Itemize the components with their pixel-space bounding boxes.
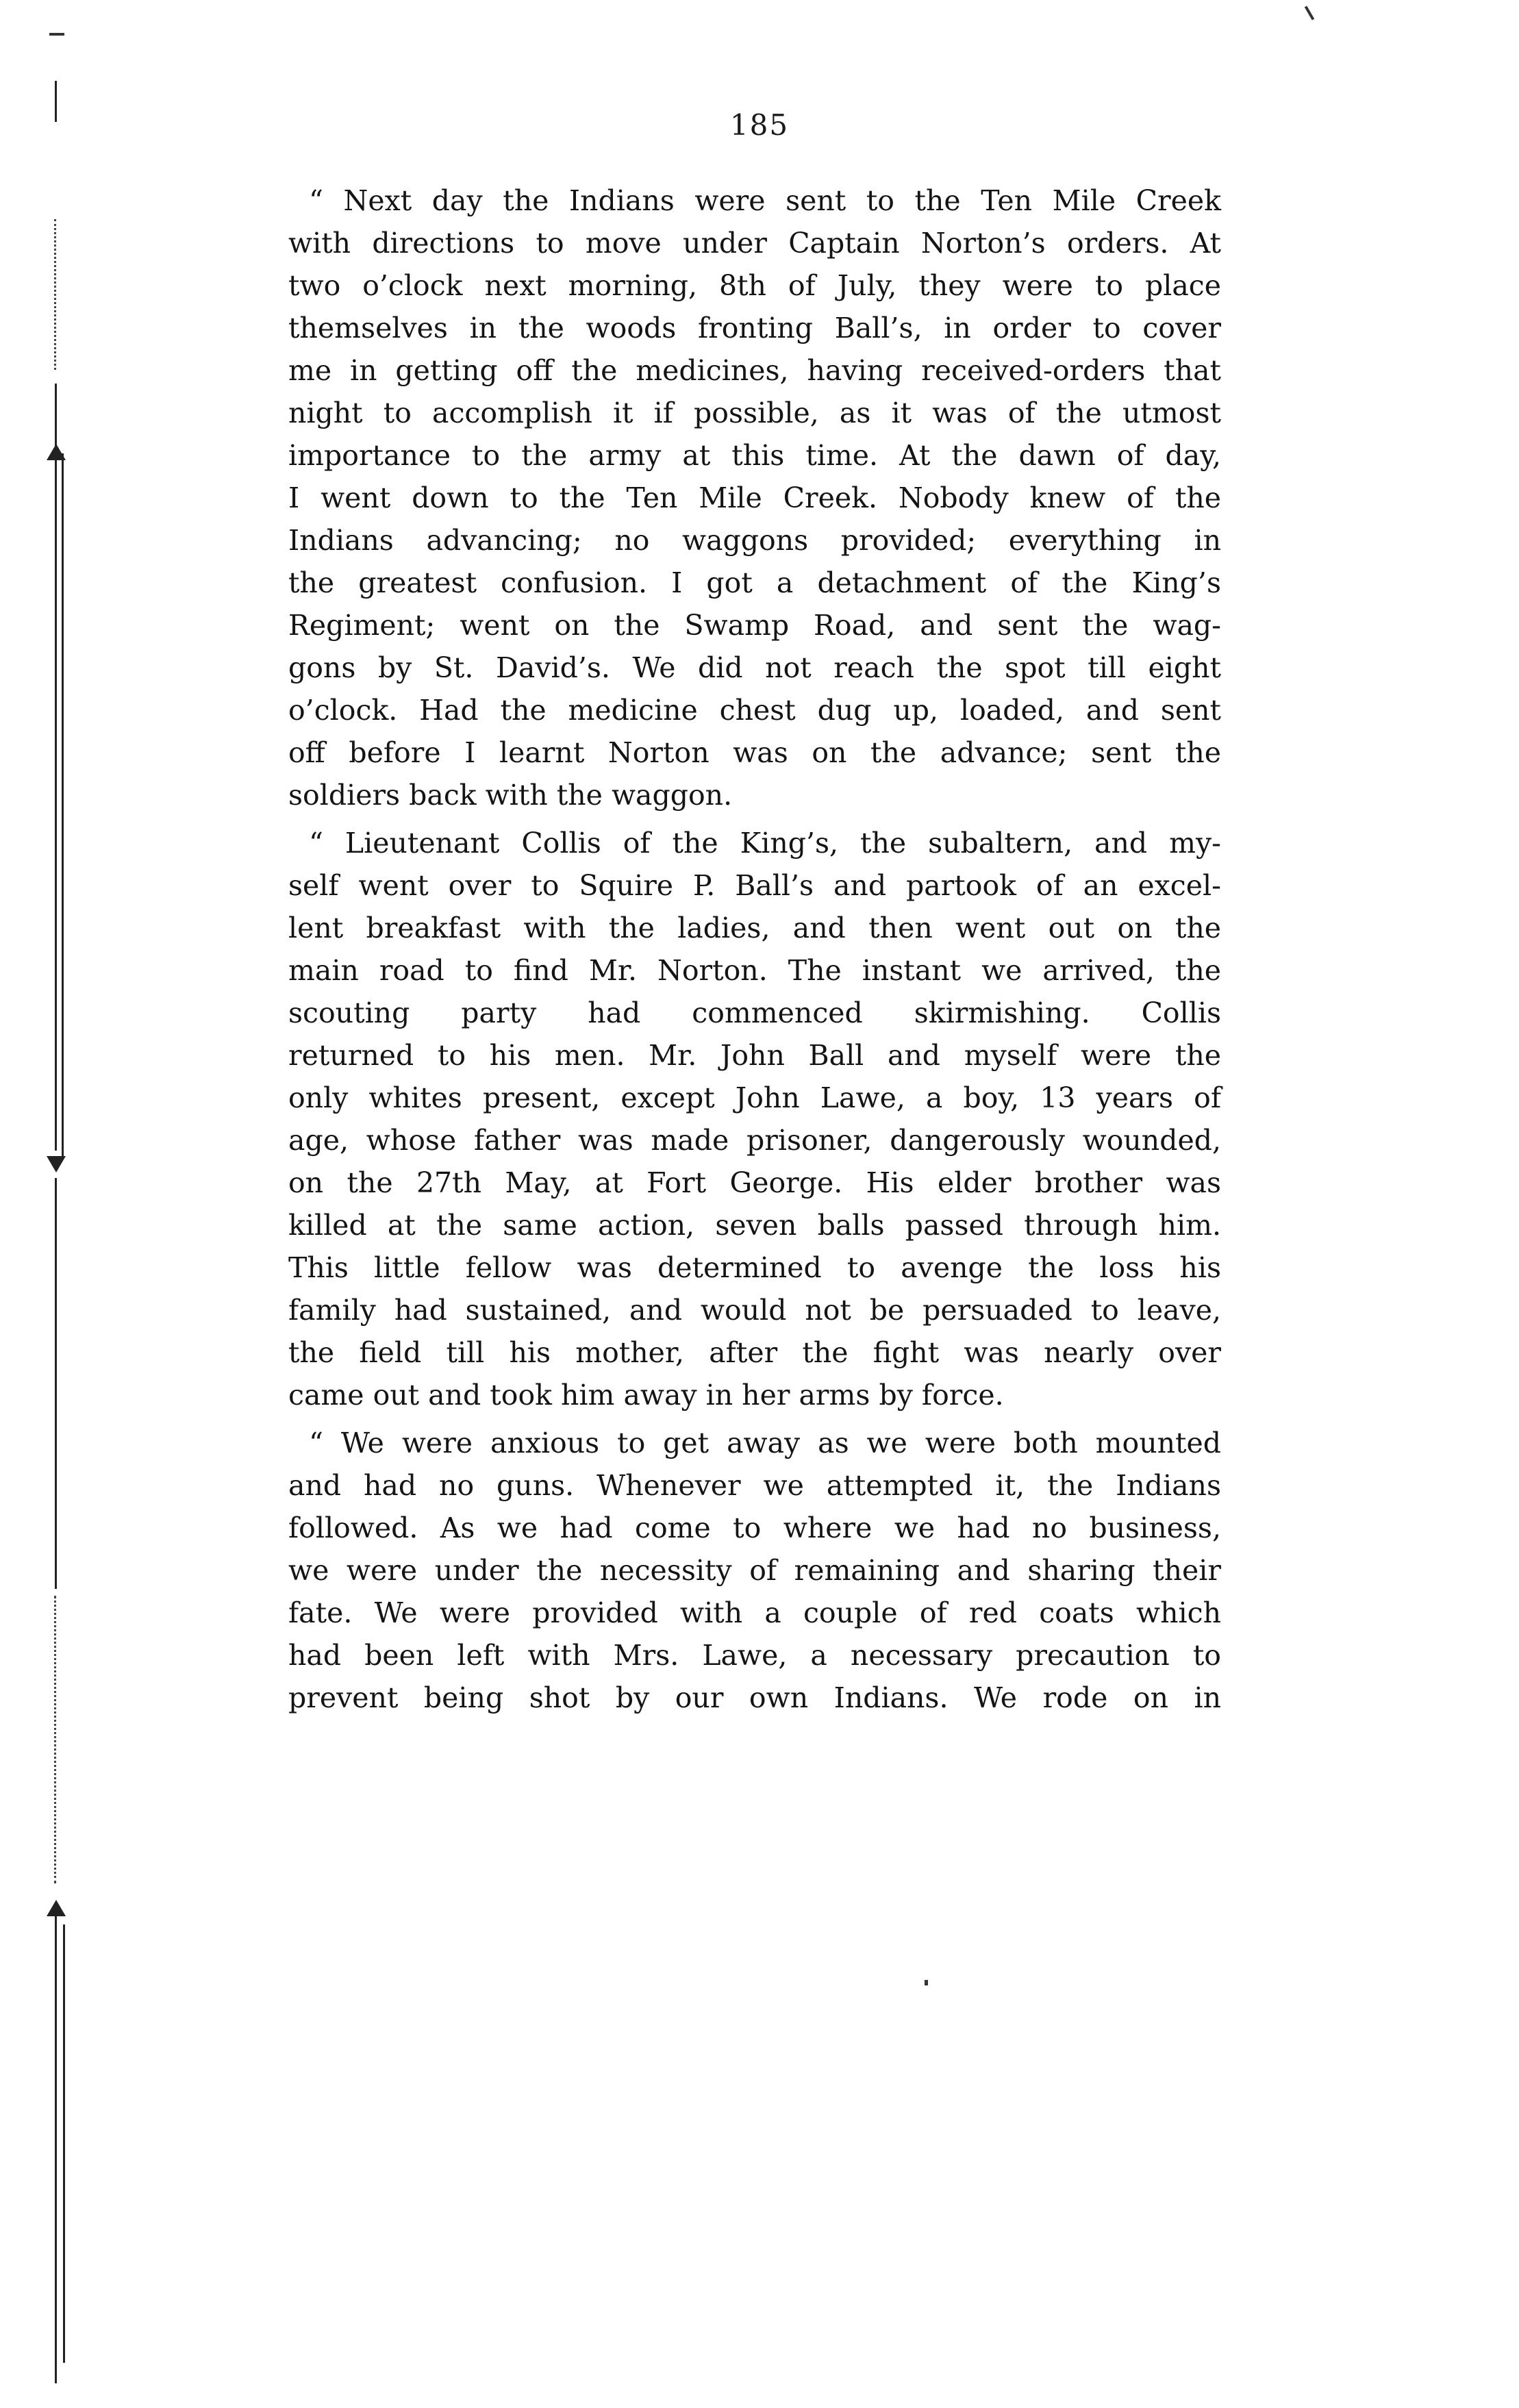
- page-number: 185: [729, 108, 790, 142]
- text-line: soldiers back with the waggon.: [288, 779, 733, 812]
- text-line: came out and took him away in her arms by force.: [288, 1379, 1004, 1412]
- text-line: prevent being shot by our own Indians. We rode on in: [288, 1681, 1221, 1714]
- text-line: two o’clock next morning, 8th of July, they were to place: [288, 269, 1221, 302]
- text-line: family had sustained, and would not be persuaded to leave,: [288, 1294, 1221, 1327]
- paragraph: [288, 1422, 1221, 1719]
- text-line: gons by St. David’s. We did not reach the spot till eight: [288, 651, 1221, 684]
- gutter-line: [63, 1924, 65, 2363]
- text-line: lent breakfast with the ladies, and then went out on the: [288, 912, 1221, 944]
- gutter-line: [55, 1178, 57, 1589]
- paragraph: [288, 822, 1221, 1416]
- text-line: “ We were anxious to get away as we were both mounted: [309, 1427, 1221, 1459]
- text-line: scouting party had commenced skirmishing. Collis: [288, 996, 1221, 1029]
- text-line: we were under the necessity of remaining and sharing their: [288, 1554, 1221, 1587]
- gutter-line: [55, 1904, 57, 2383]
- text-line: importance to the army at this time. At the dawn of day,: [288, 439, 1221, 472]
- text-line: Regiment; went on the Swamp Road, and sent the wag-: [288, 609, 1221, 642]
- text-line: killed at the same action, seven balls passed through him.: [288, 1209, 1221, 1242]
- gutter-line: [55, 384, 57, 1151]
- text-line: followed. As we had come to where we had no business,: [288, 1512, 1221, 1544]
- text-line: This little fellow was determined to avenge the loss his: [288, 1251, 1221, 1284]
- text-line: main road to find Mr. Norton. The instant we arrived, the: [288, 954, 1221, 987]
- paragraph: [288, 179, 1221, 816]
- scan-mark-corner: [1305, 5, 1314, 20]
- text-line: o’clock. Had the medicine chest dug up, loaded, and sent: [288, 694, 1221, 727]
- gutter-arrow-icon: [47, 1156, 66, 1172]
- text-line: only whites present, except John Lawe, a boy, 13 years of: [288, 1081, 1221, 1114]
- text-line: age, whose father was made prisoner, dangerously wounded,: [288, 1124, 1221, 1157]
- text-line: the field till his mother, after the fight was nearly over: [288, 1336, 1221, 1369]
- scan-mark-speck: [925, 1980, 928, 1985]
- body-text: [288, 179, 1221, 1719]
- gutter-arrow-icon: [47, 1900, 66, 1916]
- text-line: returned to his men. Mr. John Ball and myself were the: [288, 1039, 1221, 1072]
- text-line: with directions to move under Captain Norton’s orders. At: [288, 227, 1221, 260]
- text-line: I went down to the Ten Mile Creek. Nobody knew of the: [288, 481, 1221, 514]
- text-line: fate. We were provided with a couple of red coats which: [288, 1596, 1221, 1629]
- text-line: me in getting off the medicines, having received-orders that: [288, 354, 1221, 387]
- text-line: themselves in the woods fronting Ball’s, in order to cover: [288, 312, 1221, 344]
- text-line: and had no guns. Whenever we attempted it, the Indians: [288, 1469, 1221, 1502]
- gutter-line: [62, 453, 64, 1159]
- text-line: on the 27th May, at Fort George. His elder brother was: [288, 1166, 1221, 1199]
- gutter-arrow-icon: [47, 444, 66, 460]
- scan-mark-top: [49, 33, 64, 36]
- text-line: self went over to Squire P. Ball’s and partook of an excel-: [288, 869, 1221, 902]
- text-line: the greatest confusion. I got a detachment of the King’s: [288, 566, 1221, 599]
- text-line: Indians advancing; no waggons provided; everything in: [288, 524, 1221, 557]
- text-line: “ Next day the Indians were sent to the Ten Mile Creek: [309, 184, 1221, 217]
- text-line: had been left with Mrs. Lawe, a necessary precaution to: [288, 1639, 1221, 1672]
- text-line: “ Lieutenant Collis of the King’s, the subaltern, and my-: [309, 827, 1221, 860]
- gutter-dots: [54, 219, 59, 370]
- text-line: night to accomplish it if possible, as it was of the utmost: [288, 397, 1221, 429]
- text-line: off before I learnt Norton was on the advance; sent the: [288, 736, 1221, 769]
- gutter-dots: [54, 1596, 59, 1883]
